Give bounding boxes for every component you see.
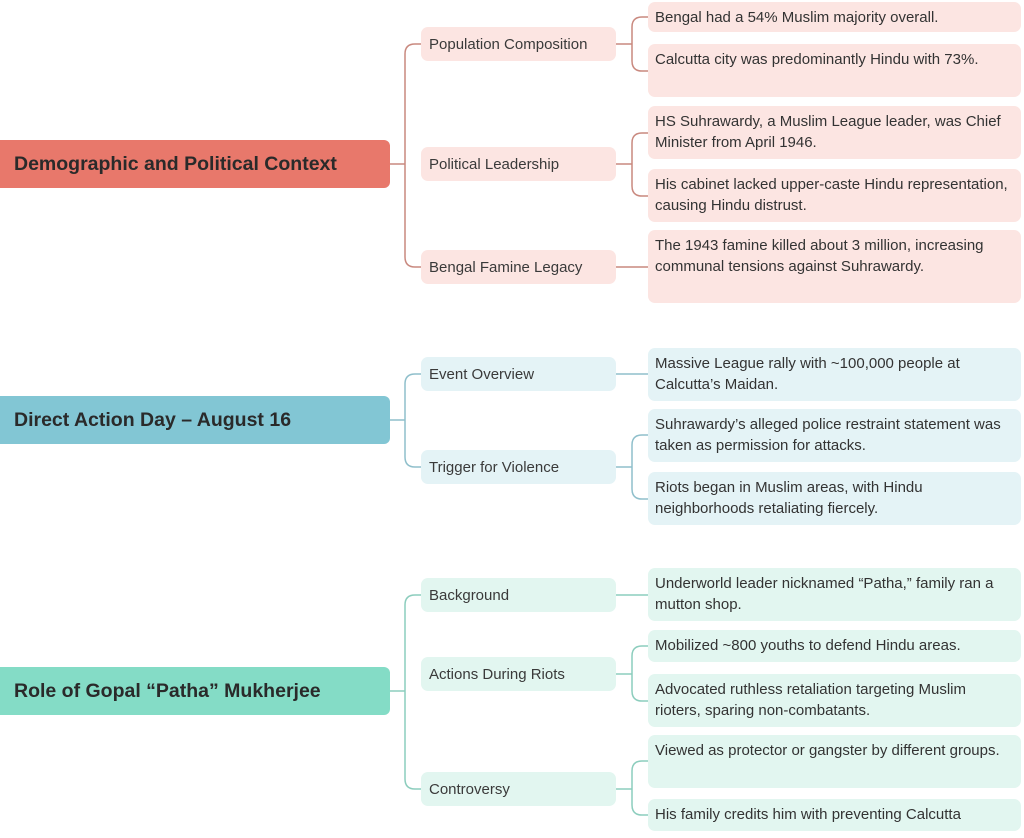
leaf-node[interactable]: Underworld leader nicknamed “Patha,” family ran a mutton shop.: [648, 568, 1021, 621]
leaf-node[interactable]: The 1943 famine killed about 3 million, increasing communal tensions against Suhrawardy.: [648, 230, 1021, 303]
leaf-node[interactable]: Suhrawardy’s alleged police restraint statement was taken as permission for attacks.: [648, 409, 1021, 462]
leaf-node[interactable]: Advocated ruthless retaliation targeting Muslim rioters, sparing non-combatants.: [648, 674, 1021, 727]
leaf-node[interactable]: Viewed as protector or gangster by different groups.: [648, 735, 1021, 788]
root-topic[interactable]: Demographic and Political Context: [0, 140, 390, 188]
root-topic[interactable]: Role of Gopal “Patha” Mukherjee: [0, 667, 390, 715]
subtopic-bengal-famine[interactable]: Bengal Famine Legacy: [421, 250, 616, 284]
leaf-node[interactable]: Mobilized ~800 youths to defend Hindu areas.: [648, 630, 1021, 662]
leaf-node[interactable]: Massive League rally with ~100,000 people at Calcutta’s Maidan.: [648, 348, 1021, 401]
subtopic-population-composition[interactable]: Population Composition: [421, 27, 616, 61]
root-topic[interactable]: Direct Action Day – August 16: [0, 396, 390, 444]
leaf-node[interactable]: Riots began in Muslim areas, with Hindu neighborhoods retaliating fiercely.: [648, 472, 1021, 525]
subtopic-political-leadership[interactable]: Political Leadership: [421, 147, 616, 181]
subtopic-actions-during-riots[interactable]: Actions During Riots: [421, 657, 616, 691]
leaf-node[interactable]: His cabinet lacked upper-caste Hindu representation, causing Hindu distrust.: [648, 169, 1021, 222]
subtopic-controversy[interactable]: Controversy: [421, 772, 616, 806]
subtopic-background[interactable]: Background: [421, 578, 616, 612]
leaf-node[interactable]: His family credits him with preventing Calcutta: [648, 799, 1021, 831]
subtopic-event-overview[interactable]: Event Overview: [421, 357, 616, 391]
leaf-node[interactable]: HS Suhrawardy, a Muslim League leader, was Chief Minister from April 1946.: [648, 106, 1021, 159]
subtopic-trigger-violence[interactable]: Trigger for Violence: [421, 450, 616, 484]
leaf-node[interactable]: Bengal had a 54% Muslim majority overall.: [648, 2, 1021, 32]
leaf-node[interactable]: Calcutta city was predominantly Hindu with 73%.: [648, 44, 1021, 97]
